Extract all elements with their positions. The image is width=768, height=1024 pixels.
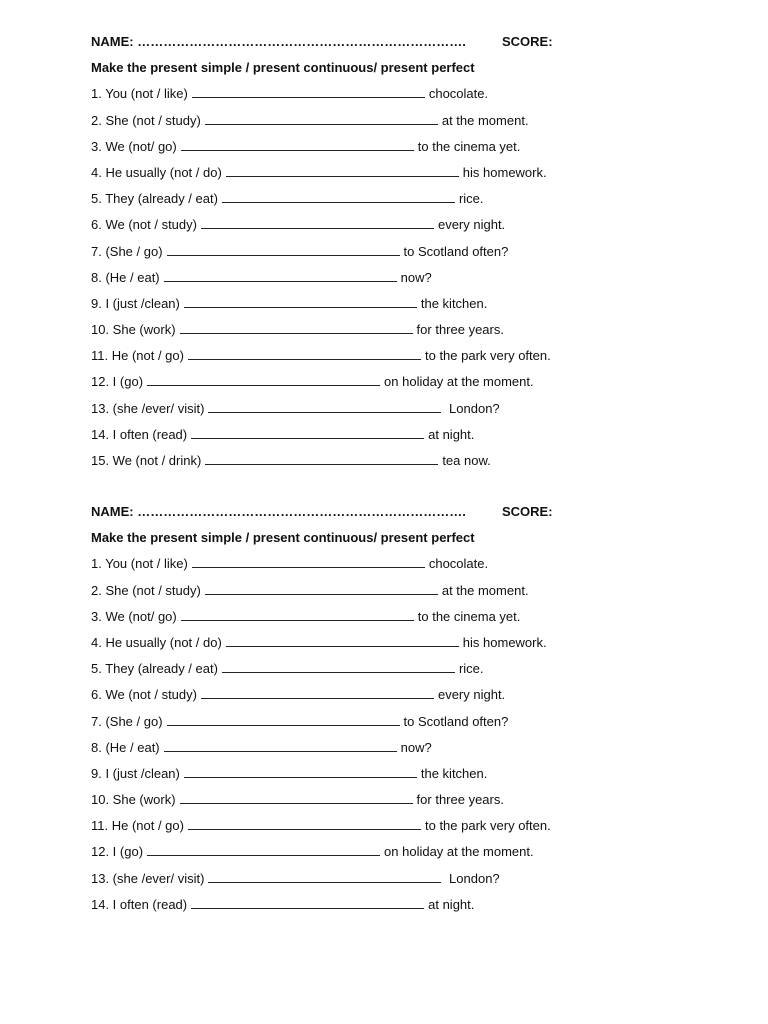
item-ending: on holiday at the moment. bbox=[384, 374, 534, 390]
exercise-item-11 bbox=[91, 817, 731, 843]
item-ending: the kitchen. bbox=[420, 295, 488, 311]
exercise-item-2 bbox=[91, 112, 731, 138]
exercise-item-11 bbox=[91, 347, 731, 373]
item-prompt: 6. We (not / study) bbox=[91, 217, 197, 233]
score-label: SCORE: bbox=[502, 34, 553, 49]
answer-blank[interactable] bbox=[181, 138, 414, 151]
exercise-item-2 bbox=[91, 582, 731, 608]
exercise-item-7 bbox=[91, 243, 731, 269]
header-row bbox=[91, 503, 731, 529]
answer-blank[interactable] bbox=[184, 295, 417, 308]
exercise-item-5 bbox=[91, 660, 731, 686]
item-ending: to Scotland often? bbox=[403, 713, 509, 729]
exercise-item-9 bbox=[91, 295, 731, 321]
item-prompt: 4. He usually (not / do) bbox=[91, 634, 222, 650]
score-label: SCORE: bbox=[502, 504, 553, 519]
exercise-item-14 bbox=[91, 896, 731, 922]
worksheet-top bbox=[91, 33, 731, 478]
exercise-item-9 bbox=[91, 765, 731, 791]
exercise-item-1 bbox=[91, 85, 731, 111]
name-label: NAME: …………………………………………………………………. bbox=[91, 34, 466, 49]
item-prompt: 13. (she /ever/ visit) bbox=[91, 400, 205, 416]
answer-blank[interactable] bbox=[222, 190, 455, 203]
exercise-item-8 bbox=[91, 269, 731, 295]
item-ending: for three years. bbox=[416, 792, 504, 808]
exercise-item-10 bbox=[91, 321, 731, 347]
exercise-item-14 bbox=[91, 426, 731, 452]
answer-blank[interactable] bbox=[164, 269, 397, 282]
instructions-title: Make the present simple / present continuous/ present perfect bbox=[91, 530, 475, 546]
item-ending: to the cinema yet. bbox=[417, 608, 521, 624]
answer-blank[interactable] bbox=[188, 817, 421, 830]
exercise-item-1 bbox=[91, 555, 731, 581]
name-label: NAME: …………………………………………………………………. bbox=[91, 504, 466, 519]
item-prompt: 10. She (work) bbox=[91, 792, 176, 808]
answer-blank[interactable] bbox=[191, 426, 424, 439]
exercise-item-12 bbox=[91, 843, 731, 869]
item-ending: to Scotland often? bbox=[403, 243, 509, 259]
item-ending: at night. bbox=[428, 896, 475, 912]
answer-blank[interactable] bbox=[181, 608, 414, 621]
item-prompt: 2. She (not / study) bbox=[91, 582, 201, 598]
item-prompt: 12. I (go) bbox=[91, 374, 144, 390]
answer-blank[interactable] bbox=[208, 400, 441, 413]
exercise-item-3 bbox=[91, 138, 731, 164]
exercise-item-10 bbox=[91, 791, 731, 817]
item-prompt: 9. I (just /clean) bbox=[91, 765, 180, 781]
item-prompt: 8. (He / eat) bbox=[91, 739, 160, 755]
item-prompt: 7. (She / go) bbox=[91, 243, 163, 259]
item-ending: rice. bbox=[458, 661, 484, 677]
item-prompt: 2. She (not / study) bbox=[91, 112, 201, 128]
item-prompt: 1. You (not / like) bbox=[91, 86, 188, 102]
item-prompt: 7. (She / go) bbox=[91, 713, 163, 729]
item-prompt: 10. She (work) bbox=[91, 322, 176, 338]
answer-blank[interactable] bbox=[180, 321, 413, 334]
item-ending: for three years. bbox=[416, 322, 504, 338]
answer-blank[interactable] bbox=[192, 555, 425, 568]
exercise-item-15 bbox=[91, 452, 731, 478]
worksheet-bottom bbox=[91, 503, 731, 922]
item-ending: tea now. bbox=[442, 453, 491, 468]
item-ending: every night. bbox=[437, 687, 506, 703]
answer-blank[interactable] bbox=[192, 85, 425, 98]
answer-blank[interactable] bbox=[147, 373, 380, 386]
item-ending: the kitchen. bbox=[420, 765, 488, 781]
item-ending: now? bbox=[400, 739, 432, 755]
exercise-item-3 bbox=[91, 608, 731, 634]
item-prompt: 3. We (not/ go) bbox=[91, 138, 177, 154]
item-ending: his homework. bbox=[462, 634, 547, 650]
item-prompt: 11. He (not / go) bbox=[91, 818, 184, 834]
item-prompt: 12. I (go) bbox=[91, 844, 144, 860]
item-prompt: 6. We (not / study) bbox=[91, 687, 197, 703]
answer-blank[interactable] bbox=[164, 739, 397, 752]
item-ending: every night. bbox=[437, 217, 506, 233]
instructions-title: Make the present simple / present continuous/ present perfect bbox=[91, 60, 475, 76]
item-ending: to the cinema yet. bbox=[417, 138, 521, 154]
answer-blank[interactable] bbox=[167, 713, 400, 726]
exercise-item-13 bbox=[91, 400, 731, 426]
answer-blank[interactable] bbox=[184, 765, 417, 778]
item-prompt: 15. We (not / drink) bbox=[91, 453, 202, 468]
item-prompt: 1. You (not / like) bbox=[91, 556, 188, 572]
answer-blank[interactable] bbox=[205, 452, 438, 465]
item-ending: now? bbox=[400, 269, 432, 285]
item-prompt: 14. I often (read) bbox=[91, 426, 188, 442]
exercise-item-4 bbox=[91, 634, 731, 660]
answer-blank[interactable] bbox=[201, 686, 434, 699]
item-prompt: 3. We (not/ go) bbox=[91, 608, 177, 624]
item-ending: at the moment. bbox=[441, 112, 529, 128]
header-row bbox=[91, 33, 731, 59]
item-prompt: 8. (He / eat) bbox=[91, 269, 160, 285]
exercise-item-6 bbox=[91, 686, 731, 712]
item-ending: to the park very often. bbox=[424, 348, 551, 364]
exercise-item-6 bbox=[91, 216, 731, 242]
exercise-item-7 bbox=[91, 713, 731, 739]
item-ending: at night. bbox=[428, 426, 475, 442]
item-prompt: 11. He (not / go) bbox=[91, 348, 184, 364]
exercise-item-8 bbox=[91, 739, 731, 765]
item-ending: London? bbox=[445, 400, 500, 416]
exercise-item-4 bbox=[91, 164, 731, 190]
answer-blank[interactable] bbox=[222, 660, 455, 673]
item-prompt: 14. I often (read) bbox=[91, 896, 188, 912]
item-ending: at the moment. bbox=[441, 582, 529, 598]
item-ending: on holiday at the moment. bbox=[384, 844, 534, 860]
answer-blank[interactable] bbox=[205, 112, 438, 125]
exercise-item-13 bbox=[91, 870, 731, 896]
answer-blank[interactable] bbox=[147, 843, 380, 856]
answer-blank[interactable] bbox=[191, 896, 424, 909]
item-prompt: 5. They (already / eat) bbox=[91, 661, 218, 677]
item-prompt: 13. (she /ever/ visit) bbox=[91, 870, 205, 886]
answer-blank[interactable] bbox=[205, 582, 438, 595]
item-prompt: 5. They (already / eat) bbox=[91, 191, 218, 207]
item-ending: to the park very often. bbox=[424, 818, 551, 834]
exercise-item-5 bbox=[91, 190, 731, 216]
answer-blank[interactable] bbox=[188, 347, 421, 360]
answer-blank[interactable] bbox=[167, 243, 400, 256]
item-ending: chocolate. bbox=[428, 556, 489, 572]
item-ending: chocolate. bbox=[428, 86, 489, 102]
answer-blank[interactable] bbox=[208, 870, 441, 883]
item-ending: his homework. bbox=[462, 164, 547, 180]
exercise-item-12 bbox=[91, 373, 731, 399]
answer-blank[interactable] bbox=[201, 216, 434, 229]
item-prompt: 4. He usually (not / do) bbox=[91, 164, 222, 180]
answer-blank[interactable] bbox=[226, 164, 459, 177]
item-ending: London? bbox=[445, 870, 500, 886]
answer-blank[interactable] bbox=[180, 791, 413, 804]
item-ending: rice. bbox=[458, 191, 484, 207]
item-prompt: 9. I (just /clean) bbox=[91, 295, 180, 311]
answer-blank[interactable] bbox=[226, 634, 459, 647]
